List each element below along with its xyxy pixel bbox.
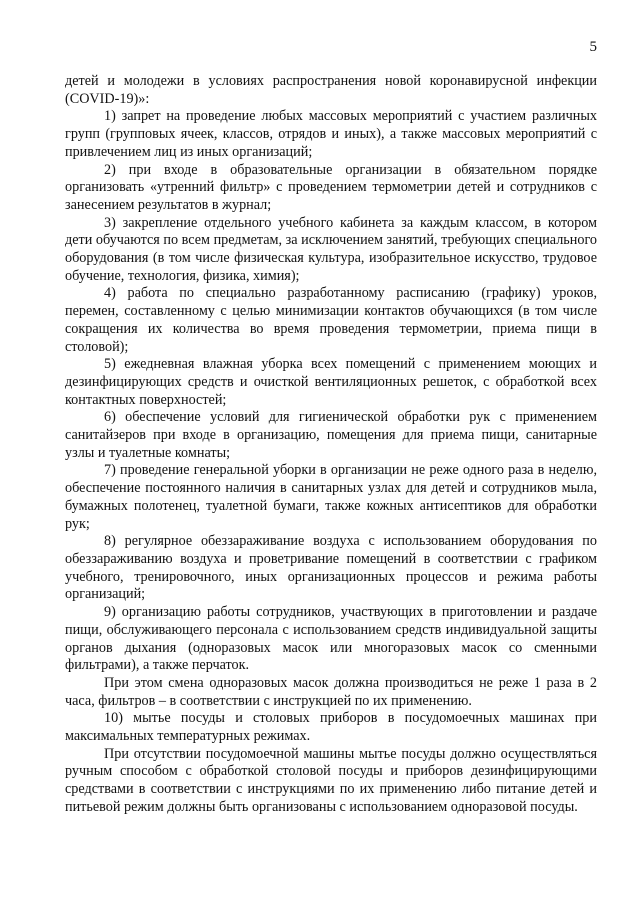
paragraph-item-9: 9) организацию работы сотрудников, участвующих в приготовлении и раздаче пищи, обслуживающего персонала с использованием средств индивидуальной защиты органов дыхания (одноразовых масок или многоразовых масок со сменными фильтрами), а также перчаток. [65, 604, 597, 674]
page-number: 5 [589, 39, 597, 55]
paragraph-dishwashing-note: При отсутствии посудомоечной машины мытье посуды должно осуществляться ручным способом с обработкой столовой посуды и приборов дезинфицирующими средствами в соответствии с инструкциями по их применению либо питание детей и питьевой режим должны быть организованы с использованием одноразовой посуды. [65, 745, 597, 815]
paragraph-item-6: 6) обеспечение условий для гигиенической обработки рук с применением санитайзеров при входе в организацию, помещения для приема пищи, санитарные узлы и туалетные комнаты; [65, 409, 597, 461]
paragraph-item-10: 10) мытье посуды и столовых приборов в посудомоечных машинах при максимальных температурных режимах. [65, 710, 597, 745]
paragraph-mask-note: При этом смена одноразовых масок должна производиться не реже 1 раза в 2 часа, фильтров – в соответствии с инструкцией по их применению. [65, 674, 597, 709]
paragraph-item-4: 4) работа по специально разработанному расписанию (графику) уроков, перемен, составленному с целью минимизации контактов обучающихся (в том числе сокращения их количества во время проведения термометрии, приема пищи в столовой); [65, 285, 597, 355]
paragraph-continuation: детей и молодежи в условиях распространения новой коронавирусной инфекции (COVID-19)»: [65, 73, 597, 107]
paragraph-item-3: 3) закрепление отдельного учебного кабинета за каждым классом, в котором дети обучаются по всем предметам, за исключением занятий, требующих специального оборудования (в том числе физическая культура, изобразительное искусство, трудовое обучение, технология, физика, химия); [65, 214, 597, 284]
paragraph-item-7: 7) проведение генеральной уборки в организации не реже одного раза в неделю, обеспечение постоянного наличия в санитарных узлах для детей и сотрудников мыла, бумажных полотенец, туалетной бумаги, также кожных антисептиков для обработки рук; [65, 462, 597, 532]
paragraph-item-5: 5) ежедневная влажная уборка всех помещений с применением моющих и дезинфицирующих средств и очисткой вентиляционных решеток, с обработкой всех контактных поверхностей; [65, 356, 597, 408]
paragraph-item-8: 8) регулярное обеззараживание воздуха с использованием оборудования по обеззараживанию воздуха и проветривание помещений в соответствии с графиком учебного, тренировочного, иных организационных процессов и режима работы организаций; [65, 533, 597, 603]
paragraph-item-2: 2) при входе в образовательные организации в обязательном порядке организовать «утренний фильтр» с проведением термометрии детей и сотрудников с занесением результатов в журнал; [65, 161, 597, 213]
document-body [65, 73, 597, 817]
paragraph-item-1: 1) запрет на проведение любых массовых мероприятий с участием различных групп (групповых ячеек, классов, отрядов и иных), а также массовых мероприятий с привлечением лиц из иных организаций; [65, 108, 597, 160]
